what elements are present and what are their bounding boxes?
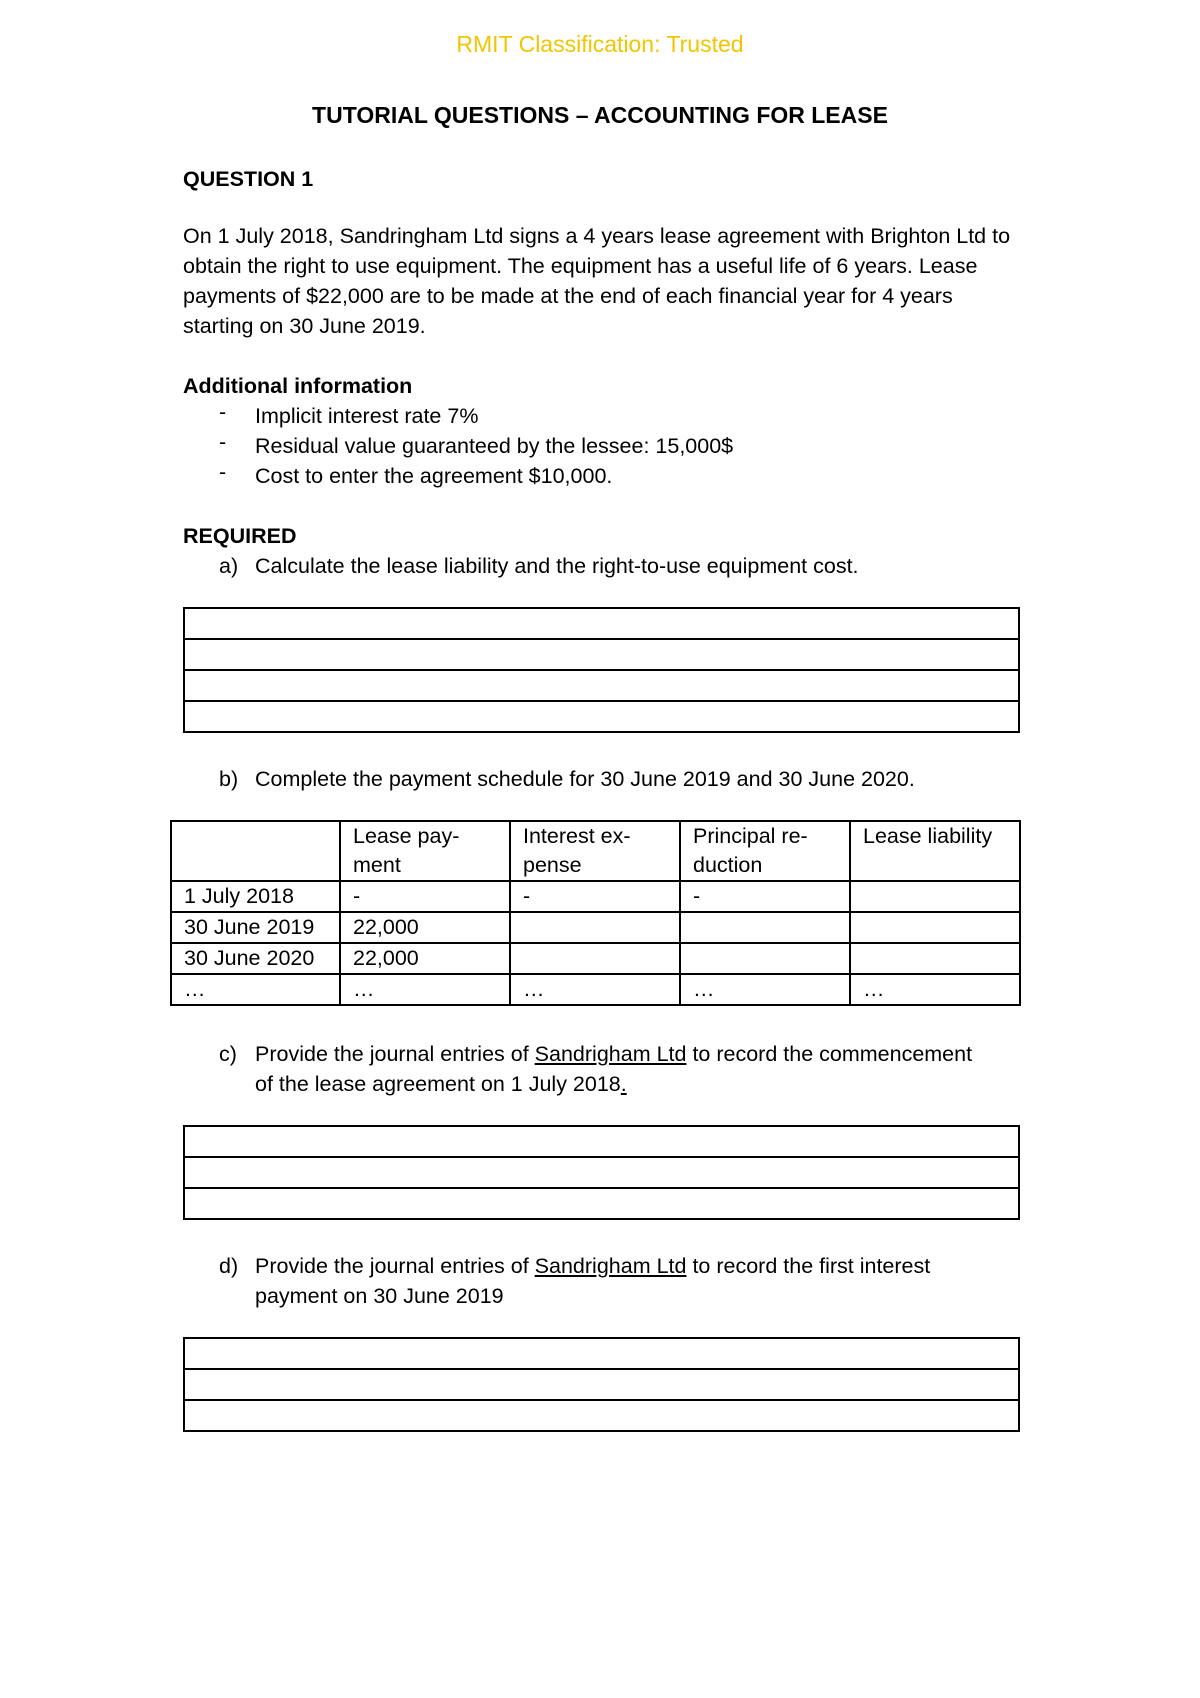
header-text: Principal re-: [693, 824, 808, 848]
table-cell: -: [680, 881, 850, 912]
list-item-text: Residual value guaranteed by the lessee: 15,000$: [255, 434, 734, 458]
company-name: Sandrigham Ltd: [534, 1042, 687, 1066]
table-cell: …: [680, 974, 850, 1005]
part-c-text-start: Provide the journal entries of: [255, 1042, 535, 1066]
part-a: [219, 551, 1039, 581]
classification-label: RMIT Classification: Trusted: [456, 31, 744, 57]
intro-line: obtain the right to use equipment. The equipment has a useful life of 6 years. Lease: [183, 254, 978, 278]
question-heading: QUESTION 1: [183, 167, 314, 191]
table-row: [171, 881, 1020, 912]
table-row: [171, 974, 1020, 1005]
table-header-row: [171, 821, 1020, 881]
table-cell[interactable]: [680, 943, 850, 974]
intro-line: payments of $22,000 are to be made at the end of each financial year for 4 years: [183, 284, 953, 308]
table-cell[interactable]: [850, 943, 1020, 974]
table-cell: -: [510, 881, 680, 912]
table-header-cell: [680, 821, 850, 881]
table-row: [171, 912, 1020, 943]
company-name: Sandrigham Ltd: [534, 1254, 687, 1278]
table-cell: 30 June 2019: [171, 912, 340, 943]
list-item-text: Cost to enter the agreement $10,000.: [255, 464, 613, 488]
answer-line[interactable]: [185, 1158, 1018, 1189]
header-text: duction: [693, 853, 763, 877]
answer-line[interactable]: [185, 1127, 1018, 1158]
table-cell[interactable]: [680, 912, 850, 943]
table-header-cell: [340, 821, 510, 881]
part-c-line2-period: .: [620, 1072, 627, 1096]
question-intro: [183, 221, 1023, 341]
header-text: Lease pay-: [353, 824, 460, 848]
part-c-text: [255, 1039, 1039, 1099]
part-d-letter: d): [219, 1254, 239, 1278]
part-d: [219, 1251, 1039, 1311]
answer-box-c[interactable]: [183, 1125, 1020, 1220]
table-cell: …: [510, 974, 680, 1005]
part-b-letter: b): [219, 767, 239, 791]
answer-line[interactable]: [185, 671, 1018, 702]
header-text: ment: [353, 853, 401, 877]
header-text: pense: [523, 853, 582, 877]
table-row: [171, 943, 1020, 974]
table-cell: 22,000: [340, 943, 510, 974]
table-cell: 22,000: [340, 912, 510, 943]
bullet-dash: -: [219, 400, 227, 424]
answer-line[interactable]: [185, 1339, 1018, 1370]
part-c-letter: c): [219, 1042, 237, 1066]
table-cell: …: [340, 974, 510, 1005]
additional-info-list: [183, 401, 1023, 491]
bullet-dash: -: [219, 460, 227, 484]
table-header-cell: [510, 821, 680, 881]
answer-box-a[interactable]: [183, 607, 1020, 733]
table-header-cell: Lease liability: [850, 821, 1020, 881]
table-cell[interactable]: [850, 881, 1020, 912]
list-item: [183, 461, 1023, 491]
answer-line[interactable]: [185, 1370, 1018, 1401]
answer-line[interactable]: [185, 640, 1018, 671]
answer-box-d[interactable]: [183, 1337, 1020, 1432]
part-b: [219, 764, 1039, 794]
list-item-text: Implicit interest rate 7%: [255, 404, 479, 428]
table-cell: …: [171, 974, 340, 1005]
list-item: [183, 401, 1023, 431]
intro-line: starting on 30 June 2019.: [183, 314, 426, 338]
document-title: TUTORIAL QUESTIONS – ACCOUNTING FOR LEASE: [312, 102, 888, 128]
table-cell: -: [340, 881, 510, 912]
table-cell: 1 July 2018: [171, 881, 340, 912]
table-header-cell: [171, 821, 340, 881]
list-item: [183, 431, 1023, 461]
table-cell[interactable]: [510, 912, 680, 943]
part-b-text: Complete the payment schedule for 30 June 2019 and 30 June 2020.: [255, 767, 915, 791]
table-cell: 30 June 2020: [171, 943, 340, 974]
part-a-text: Calculate the lease liability and the right-to-use equipment cost.: [255, 554, 859, 578]
additional-info-heading: Additional information: [183, 374, 413, 398]
header-text: Interest ex-: [523, 824, 631, 848]
answer-line[interactable]: [185, 1401, 1018, 1432]
part-c: [219, 1039, 1039, 1099]
part-c-line2: of the lease agreement on 1 July 2018: [255, 1072, 621, 1096]
table-cell: …: [850, 974, 1020, 1005]
answer-line[interactable]: [185, 1189, 1018, 1220]
part-d-text-start: Provide the journal entries of: [255, 1254, 535, 1278]
bullet-dash: -: [219, 430, 227, 454]
table-cell[interactable]: [850, 912, 1020, 943]
part-c-text-end: to record the commencement: [686, 1042, 973, 1066]
part-d-line2: payment on 30 June 2019: [255, 1284, 504, 1308]
table-cell[interactable]: [510, 943, 680, 974]
part-d-text: [255, 1251, 1039, 1311]
part-a-letter: a): [219, 554, 239, 578]
part-d-text-end: to record the first interest: [686, 1254, 931, 1278]
payment-schedule-table: [170, 820, 1021, 1006]
intro-line: On 1 July 2018, Sandringham Ltd signs a 4 years lease agreement with Brighton Ltd to: [183, 224, 1011, 248]
answer-line[interactable]: [185, 702, 1018, 733]
answer-line[interactable]: [185, 609, 1018, 640]
required-heading: REQUIRED: [183, 524, 297, 548]
